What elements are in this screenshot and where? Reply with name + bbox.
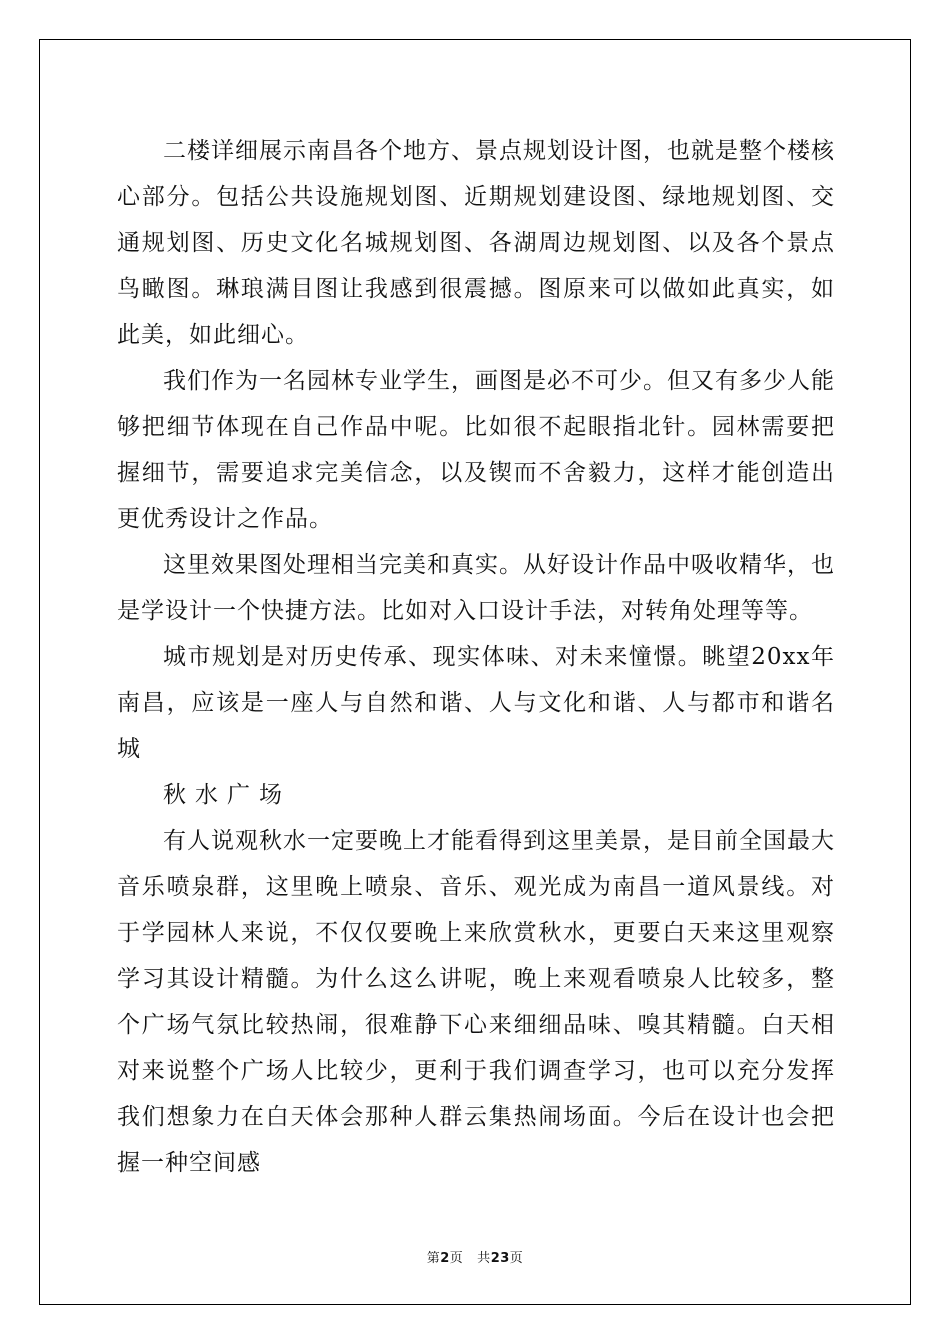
document-body — [117, 128, 835, 1186]
page-number: 2 — [440, 1251, 450, 1266]
page-prefix: 第 — [426, 1251, 441, 1266]
paragraph: 这里效果图处理相当完美和真实。从好设计作品中吸收精华，也是学设计一个快捷方法。比如对入口设计手法，对转角处理等等。 — [117, 552, 835, 624]
section-heading: 秋水广场 — [163, 782, 291, 808]
paragraph: 有人说观秋水一定要晚上才能看得到这里美景，是目前全国最大音乐喷泉群，这里晚上喷泉、音乐、观光成为南昌一道风景线。对于学园林人来说，不仅仅要晚上来欣赏秋水，更要白天来这里观察学习其设计精髓。为什么这么讲呢，晚上来观看喷泉人比较多，整个广场气氛比较热闹，很难静下心来细细品味、嗅其精髓。白天相对来说整个广场人比较少，更利于我们调查学习，也可以充分发挥我们想象力在白天体会那种人群云集热闹场面。今后在设计也会把握一种空间感 — [117, 828, 835, 1176]
page-suffix: 页 — [449, 1251, 464, 1266]
total-pages: 23 — [490, 1251, 510, 1266]
page-footer — [0, 1247, 950, 1266]
paragraph: 城市规划是对历史传承、现实体味、对未来憧憬。眺望20xx年南昌，应该是一座人与自然和谐、人与文化和谐、人与都市和谐名城 — [117, 644, 835, 762]
paragraph: 二楼详细展示南昌各个地方、景点规划设计图，也就是整个楼核心部分。包括公共设施规划图、近期规划建设图、绿地规划图、交通规划图、历史文化名城规划图、各湖周边规划图、以及各个景点鸟瞰图。琳琅满目图让我感到很震撼。图原来可以做如此真实，如此美，如此细心。 — [117, 138, 835, 348]
total-prefix: 共 — [477, 1251, 491, 1266]
paragraph: 我们作为一名园林专业学生，画图是必不可少。但又有多少人能够把细节体现在自己作品中呢。比如很不起眼指北针。园林需要把握细节，需要追求完美信念，以及锲而不舍毅力，这样才能创造出更优秀设计之作品。 — [117, 368, 835, 532]
total-suffix: 页 — [509, 1251, 524, 1266]
